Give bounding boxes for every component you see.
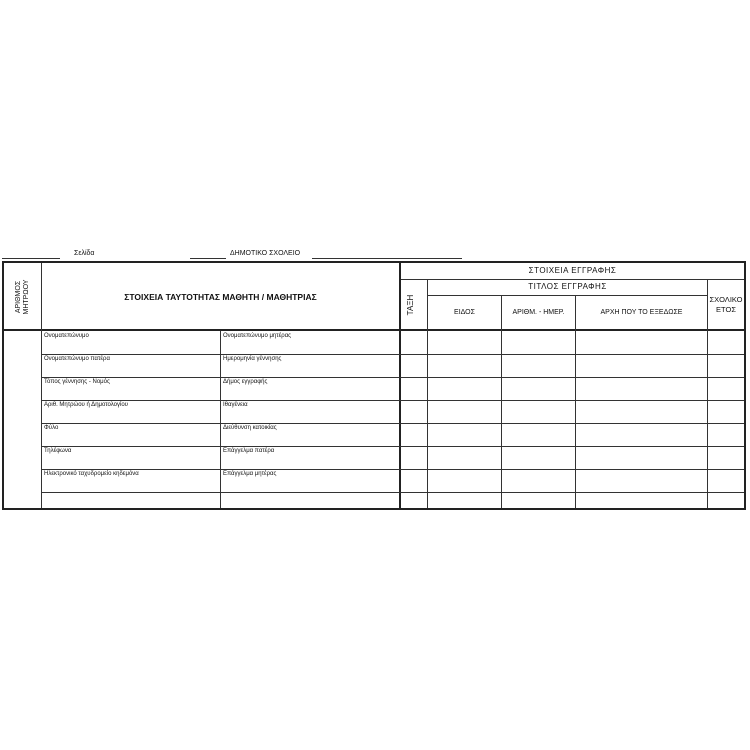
table-row-divider <box>42 354 744 355</box>
page-number-blank[interactable] <box>2 258 60 259</box>
table-row-divider <box>42 377 744 378</box>
table-row-divider <box>42 400 744 401</box>
registration-title-header: ΤΙΤΛΟΣ ΕΓΓΡΑΦΗΣ <box>528 282 607 291</box>
school-name-blank[interactable] <box>312 258 462 259</box>
field-label-gender: Φύλο <box>44 425 59 431</box>
col-divider-identity <box>399 263 401 508</box>
issuing-authority-header: ΑΡΧΗ ΠΟΥ ΤΟ ΕΞΕΔΩΣΕ <box>600 309 683 316</box>
registry-form-table <box>2 261 746 510</box>
field-label-guardian-email: Ηλεκτρονικό ταχυδρομείο κηδεμόνα <box>44 471 139 477</box>
field-label-fullname: Ονοματεπώνυμο <box>44 333 89 339</box>
type-header: ΕΙΔΟΣ <box>454 309 475 316</box>
registry-number-header: ΑΡΙΘΜΟΣ ΜΗΤΡΩΟΥ <box>15 279 30 315</box>
school-label: ΔΗΜΟΤΙΚΟ ΣΧΟΛΕΙΟ <box>230 250 301 257</box>
field-label-mother-job: Επάγγελμα μητέρας <box>223 471 277 477</box>
number-date-header: ΑΡΙΘΜ. - ΗΜΕΡ. <box>512 309 565 316</box>
form-header-line <box>0 249 750 261</box>
identity-title: ΣΤΟΙΧΕΙΑ ΤΑΥΤΟΤΗΤΑΣ ΜΑΘΗΤΗ / ΜΑΘΗΤΡΙΑΣ <box>124 292 317 302</box>
class-header: ΤΑΞΗ <box>406 294 415 316</box>
registration-details-header: ΣΤΟΙΧΕΙΑ ΕΓΓΡΑΦΗΣ <box>528 266 617 275</box>
table-row-divider <box>42 492 744 493</box>
field-label-address: Διεύθυνση κατοικίας <box>223 425 277 431</box>
table-row-divider <box>42 423 744 424</box>
col-divider-type <box>501 295 502 508</box>
field-label-phones: Τηλέφωνα <box>44 448 72 454</box>
field-label-mother-name: Ονοματεπώνυμο μητέρας <box>223 333 292 339</box>
field-label-nationality: Ιθαγένεια <box>223 402 248 408</box>
registration-subheader-divider <box>401 279 744 280</box>
title-subheader-divider <box>428 295 707 296</box>
field-label-birthplace: Τόπος γέννησης - Νομός <box>44 379 110 385</box>
table-row-divider <box>42 469 744 470</box>
col-divider-number <box>575 295 576 508</box>
school-year-header: ΣΧΟΛΙΚΟ ΕΤΟΣ <box>709 295 743 314</box>
school-prefix-blank[interactable] <box>190 258 226 259</box>
col-divider-identity-mid <box>220 331 221 508</box>
table-row-divider <box>42 446 744 447</box>
field-label-father-job: Επάγγελμα πατέρα <box>223 448 275 454</box>
field-label-birthdate: Ημερομηνία γέννησης <box>223 356 282 362</box>
field-label-father-name: Ονοματεπώνυμο πατέρα <box>44 356 110 362</box>
page-label: Σελίδα <box>74 250 95 257</box>
field-label-registry-no: Αριθ. Μητρώου ή Δημοτολογίου <box>44 402 128 408</box>
field-label-municipality: Δήμος εγγραφής <box>223 379 268 385</box>
header-divider <box>4 329 744 331</box>
